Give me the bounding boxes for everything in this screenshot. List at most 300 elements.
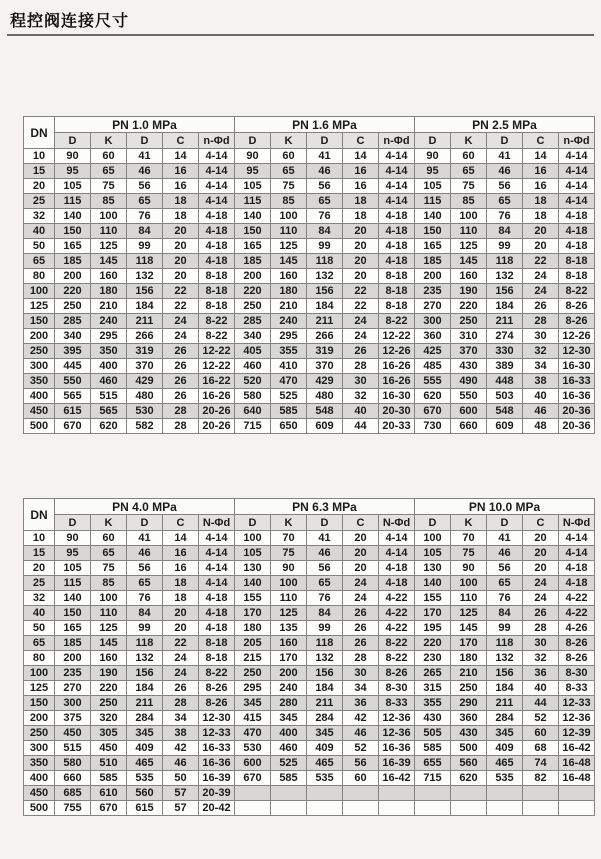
value-cell: 18 bbox=[343, 209, 379, 224]
value-cell: 220 bbox=[235, 284, 271, 299]
value-cell: 145 bbox=[451, 621, 487, 636]
column-header: K bbox=[91, 133, 127, 149]
value-cell: 535 bbox=[127, 771, 163, 786]
value-cell: 211 bbox=[127, 696, 163, 711]
value-cell: 110 bbox=[91, 606, 127, 621]
value-cell: 20 bbox=[523, 239, 559, 254]
value-cell: 503 bbox=[487, 389, 523, 404]
value-cell: 240 bbox=[91, 314, 127, 329]
value-cell: 16-26 bbox=[199, 389, 235, 404]
value-cell: 430 bbox=[415, 711, 451, 726]
value-cell: 40 bbox=[523, 681, 559, 696]
value-cell: 315 bbox=[415, 681, 451, 696]
value-cell: 205 bbox=[235, 636, 271, 651]
value-cell: 490 bbox=[451, 374, 487, 389]
value-cell: 4-22 bbox=[559, 591, 595, 606]
value-cell: 75 bbox=[451, 546, 487, 561]
value-cell: 16-39 bbox=[199, 771, 235, 786]
value-cell: 16 bbox=[163, 179, 199, 194]
value-cell: 100 bbox=[451, 209, 487, 224]
value-cell: 32 bbox=[523, 344, 559, 359]
column-header: n-Φd bbox=[199, 133, 235, 149]
value-cell bbox=[307, 801, 343, 816]
value-cell: 46 bbox=[487, 546, 523, 561]
value-cell: 56 bbox=[487, 179, 523, 194]
value-cell: 41 bbox=[307, 149, 343, 164]
value-cell: 250 bbox=[451, 681, 487, 696]
table-row bbox=[24, 786, 595, 801]
dn-cell: 200 bbox=[24, 329, 55, 344]
value-cell: 400 bbox=[91, 359, 127, 374]
value-cell: 4-18 bbox=[199, 239, 235, 254]
value-cell: 100 bbox=[91, 591, 127, 606]
value-cell bbox=[451, 801, 487, 816]
value-cell: 46 bbox=[343, 726, 379, 741]
value-cell: 24 bbox=[163, 666, 199, 681]
value-cell: 220 bbox=[91, 681, 127, 696]
dn-cell: 50 bbox=[24, 621, 55, 636]
table-row bbox=[24, 389, 595, 404]
table-row bbox=[24, 179, 595, 194]
value-cell: 118 bbox=[307, 254, 343, 269]
sub-header-row bbox=[24, 133, 595, 149]
dn-cell: 50 bbox=[24, 239, 55, 254]
dn-cell: 400 bbox=[24, 771, 55, 786]
value-cell: 22 bbox=[343, 284, 379, 299]
value-cell: 300 bbox=[415, 314, 451, 329]
value-cell: 115 bbox=[55, 576, 91, 591]
pn-section-header: PN 2.5 MPa bbox=[415, 117, 595, 133]
value-cell: 4-14 bbox=[559, 194, 595, 209]
value-cell: 65 bbox=[307, 194, 343, 209]
dn-cell: 150 bbox=[24, 314, 55, 329]
value-cell: 24 bbox=[523, 591, 559, 606]
value-cell: 18 bbox=[523, 209, 559, 224]
value-cell: 425 bbox=[415, 344, 451, 359]
value-cell: 20-26 bbox=[199, 404, 235, 419]
value-cell: 220 bbox=[451, 299, 487, 314]
value-cell: 4-22 bbox=[559, 606, 595, 621]
value-cell: 465 bbox=[307, 756, 343, 771]
dn-cell: 80 bbox=[24, 269, 55, 284]
value-cell: 140 bbox=[55, 209, 91, 224]
value-cell: 65 bbox=[451, 164, 487, 179]
value-cell: 4-14 bbox=[199, 164, 235, 179]
value-cell: 28 bbox=[343, 651, 379, 666]
column-header: K bbox=[271, 133, 307, 149]
value-cell: 76 bbox=[487, 591, 523, 606]
value-cell: 160 bbox=[271, 636, 307, 651]
value-cell: 525 bbox=[271, 756, 307, 771]
table-row bbox=[24, 681, 595, 696]
value-cell: 65 bbox=[487, 194, 523, 209]
dn-cell: 200 bbox=[24, 711, 55, 726]
value-cell: 160 bbox=[91, 651, 127, 666]
value-cell: 156 bbox=[307, 284, 343, 299]
value-cell: 150 bbox=[235, 224, 271, 239]
value-cell: 90 bbox=[235, 149, 271, 164]
value-cell: 16-22 bbox=[199, 374, 235, 389]
value-cell: 450 bbox=[91, 741, 127, 756]
value-cell: 20-39 bbox=[199, 786, 235, 801]
value-cell: 530 bbox=[127, 404, 163, 419]
value-cell: 76 bbox=[307, 591, 343, 606]
value-cell: 41 bbox=[307, 531, 343, 546]
value-cell: 20 bbox=[523, 561, 559, 576]
value-cell: 610 bbox=[91, 786, 127, 801]
value-cell: 105 bbox=[235, 546, 271, 561]
value-cell: 140 bbox=[415, 576, 451, 591]
value-cell: 235 bbox=[55, 666, 91, 681]
value-cell: 145 bbox=[271, 254, 307, 269]
value-cell: 465 bbox=[127, 756, 163, 771]
value-cell: 4-18 bbox=[379, 561, 415, 576]
value-cell: 548 bbox=[487, 404, 523, 419]
table-row bbox=[24, 666, 595, 681]
value-cell: 95 bbox=[415, 164, 451, 179]
value-cell: 20 bbox=[343, 269, 379, 284]
value-cell: 410 bbox=[271, 359, 307, 374]
value-cell: 20 bbox=[343, 561, 379, 576]
value-cell: 240 bbox=[271, 314, 307, 329]
value-cell: 220 bbox=[415, 636, 451, 651]
column-header: K bbox=[91, 515, 127, 531]
value-cell: 20-36 bbox=[559, 404, 595, 419]
value-cell: 4-18 bbox=[559, 239, 595, 254]
value-cell: 274 bbox=[487, 329, 523, 344]
value-cell: 20 bbox=[523, 531, 559, 546]
value-cell: 125 bbox=[451, 606, 487, 621]
dn-cell: 500 bbox=[24, 419, 55, 434]
value-cell: 115 bbox=[415, 194, 451, 209]
value-cell: 12-30 bbox=[559, 344, 595, 359]
value-cell: 100 bbox=[271, 209, 307, 224]
value-cell: 448 bbox=[487, 374, 523, 389]
value-cell: 170 bbox=[271, 651, 307, 666]
value-cell: 20 bbox=[163, 254, 199, 269]
value-cell: 16-48 bbox=[559, 756, 595, 771]
dn-cell: 25 bbox=[24, 194, 55, 209]
value-cell: 285 bbox=[235, 314, 271, 329]
value-cell: 156 bbox=[307, 666, 343, 681]
value-cell: 41 bbox=[127, 149, 163, 164]
value-cell: 655 bbox=[415, 756, 451, 771]
value-cell: 8-18 bbox=[199, 651, 235, 666]
value-cell: 230 bbox=[415, 651, 451, 666]
value-cell: 24 bbox=[523, 284, 559, 299]
value-cell: 470 bbox=[235, 726, 271, 741]
value-cell: 76 bbox=[127, 209, 163, 224]
value-cell: 210 bbox=[91, 299, 127, 314]
value-cell: 470 bbox=[271, 374, 307, 389]
value-cell: 560 bbox=[127, 786, 163, 801]
value-cell: 185 bbox=[415, 254, 451, 269]
value-cell: 8-26 bbox=[379, 666, 415, 681]
value-cell: 99 bbox=[307, 239, 343, 254]
value-cell: 4-14 bbox=[379, 179, 415, 194]
value-cell: 20 bbox=[343, 224, 379, 239]
value-cell: 4-14 bbox=[559, 164, 595, 179]
value-cell: 730 bbox=[415, 419, 451, 434]
value-cell: 18 bbox=[163, 591, 199, 606]
table-row bbox=[24, 329, 595, 344]
value-cell: 85 bbox=[91, 194, 127, 209]
value-cell bbox=[523, 801, 559, 816]
value-cell bbox=[271, 801, 307, 816]
value-cell: 170 bbox=[451, 636, 487, 651]
value-cell: 660 bbox=[55, 771, 91, 786]
value-cell: 135 bbox=[271, 621, 307, 636]
value-cell: 4-14 bbox=[199, 546, 235, 561]
value-cell: 115 bbox=[235, 194, 271, 209]
value-cell: 200 bbox=[55, 269, 91, 284]
value-cell: 555 bbox=[415, 374, 451, 389]
value-cell: 265 bbox=[415, 666, 451, 681]
value-cell: 48 bbox=[523, 419, 559, 434]
value-cell: 355 bbox=[271, 344, 307, 359]
value-cell: 132 bbox=[487, 269, 523, 284]
table-row bbox=[24, 299, 595, 314]
value-cell: 8-18 bbox=[379, 269, 415, 284]
value-cell: 355 bbox=[415, 696, 451, 711]
value-cell bbox=[487, 801, 523, 816]
value-cell: 4-14 bbox=[559, 149, 595, 164]
value-cell: 60 bbox=[451, 149, 487, 164]
value-cell: 582 bbox=[127, 419, 163, 434]
value-cell: 32 bbox=[343, 389, 379, 404]
table-row bbox=[24, 194, 595, 209]
value-cell: 4-22 bbox=[379, 591, 415, 606]
value-cell: 16-42 bbox=[379, 771, 415, 786]
value-cell: 36 bbox=[343, 696, 379, 711]
value-cell: 8-18 bbox=[199, 636, 235, 651]
value-cell: 30 bbox=[523, 636, 559, 651]
value-cell: 16 bbox=[163, 561, 199, 576]
value-cell: 24 bbox=[343, 329, 379, 344]
value-cell: 4-18 bbox=[199, 591, 235, 606]
value-cell: 4-14 bbox=[379, 531, 415, 546]
value-cell bbox=[271, 786, 307, 801]
value-cell: 284 bbox=[487, 711, 523, 726]
value-cell: 370 bbox=[127, 359, 163, 374]
value-cell: 20 bbox=[163, 269, 199, 284]
value-cell: 56 bbox=[307, 561, 343, 576]
dn-cell: 32 bbox=[24, 209, 55, 224]
value-cell: 125 bbox=[451, 239, 487, 254]
value-cell: 100 bbox=[235, 531, 271, 546]
value-cell: 38 bbox=[163, 726, 199, 741]
value-cell: 20 bbox=[523, 224, 559, 239]
value-cell: 4-18 bbox=[199, 606, 235, 621]
value-cell: 535 bbox=[487, 771, 523, 786]
value-cell: 600 bbox=[451, 404, 487, 419]
table-row bbox=[24, 374, 595, 389]
dn-cell: 250 bbox=[24, 726, 55, 741]
dimension-table-2 bbox=[23, 498, 595, 816]
value-cell: 211 bbox=[127, 314, 163, 329]
header-row bbox=[24, 117, 595, 133]
value-cell: 82 bbox=[523, 771, 559, 786]
value-cell: 670 bbox=[235, 771, 271, 786]
value-cell: 75 bbox=[91, 561, 127, 576]
page-title: 程控阀连接尺寸 bbox=[10, 13, 130, 30]
value-cell: 46 bbox=[487, 164, 523, 179]
table-row bbox=[24, 741, 595, 756]
value-cell: 525 bbox=[271, 389, 307, 404]
value-cell: 8-22 bbox=[199, 329, 235, 344]
table-row bbox=[24, 621, 595, 636]
value-cell: 284 bbox=[307, 711, 343, 726]
value-cell: 8-18 bbox=[559, 269, 595, 284]
value-cell: 20 bbox=[343, 531, 379, 546]
value-cell: 56 bbox=[307, 179, 343, 194]
value-cell: 65 bbox=[127, 576, 163, 591]
value-cell: 211 bbox=[487, 314, 523, 329]
value-cell: 295 bbox=[235, 681, 271, 696]
value-cell: 99 bbox=[487, 621, 523, 636]
value-cell: 350 bbox=[91, 344, 127, 359]
value-cell: 118 bbox=[487, 254, 523, 269]
value-cell: 42 bbox=[343, 711, 379, 726]
value-cell: 445 bbox=[55, 359, 91, 374]
dn-cell: 65 bbox=[24, 636, 55, 651]
value-cell: 26 bbox=[523, 606, 559, 621]
value-cell: 409 bbox=[487, 741, 523, 756]
value-cell: 24 bbox=[523, 269, 559, 284]
value-cell: 580 bbox=[55, 756, 91, 771]
value-cell: 85 bbox=[451, 194, 487, 209]
value-cell: 4-14 bbox=[379, 149, 415, 164]
value-cell: 319 bbox=[127, 344, 163, 359]
value-cell: 132 bbox=[127, 651, 163, 666]
value-cell: 20-33 bbox=[379, 419, 415, 434]
value-cell: 22 bbox=[523, 254, 559, 269]
value-cell: 8-26 bbox=[559, 636, 595, 651]
column-header: D bbox=[415, 133, 451, 149]
value-cell: 480 bbox=[127, 389, 163, 404]
value-cell: 520 bbox=[235, 374, 271, 389]
value-cell: 284 bbox=[127, 711, 163, 726]
value-cell: 125 bbox=[91, 239, 127, 254]
value-cell: 115 bbox=[55, 194, 91, 209]
dn-cell: 40 bbox=[24, 224, 55, 239]
value-cell: 195 bbox=[415, 621, 451, 636]
value-cell: 75 bbox=[271, 546, 307, 561]
column-header: D bbox=[127, 515, 163, 531]
value-cell: 715 bbox=[415, 771, 451, 786]
value-cell: 125 bbox=[91, 621, 127, 636]
value-cell: 170 bbox=[415, 606, 451, 621]
value-cell: 100 bbox=[91, 209, 127, 224]
value-cell: 8-30 bbox=[379, 681, 415, 696]
value-cell bbox=[343, 786, 379, 801]
value-cell: 26 bbox=[163, 681, 199, 696]
dn-cell: 65 bbox=[24, 254, 55, 269]
value-cell: 12-33 bbox=[559, 696, 595, 711]
value-cell: 22 bbox=[163, 299, 199, 314]
value-cell: 548 bbox=[307, 404, 343, 419]
value-cell: 22 bbox=[163, 284, 199, 299]
value-cell: 20 bbox=[523, 546, 559, 561]
value-cell: 95 bbox=[55, 546, 91, 561]
value-cell: 200 bbox=[235, 269, 271, 284]
pn-section-header: PN 1.6 MPa bbox=[235, 117, 415, 133]
table-row bbox=[24, 771, 595, 786]
value-cell: 95 bbox=[235, 164, 271, 179]
value-cell: 84 bbox=[307, 224, 343, 239]
value-cell: 180 bbox=[451, 651, 487, 666]
value-cell: 140 bbox=[55, 591, 91, 606]
value-cell: 8-18 bbox=[199, 284, 235, 299]
value-cell: 132 bbox=[487, 651, 523, 666]
value-cell: 8-26 bbox=[199, 696, 235, 711]
value-cell bbox=[415, 786, 451, 801]
dn-cell: 350 bbox=[24, 756, 55, 771]
value-cell: 670 bbox=[415, 404, 451, 419]
value-cell: 295 bbox=[91, 329, 127, 344]
value-cell: 429 bbox=[307, 374, 343, 389]
dn-cell: 100 bbox=[24, 284, 55, 299]
value-cell: 16-30 bbox=[559, 359, 595, 374]
value-cell: 41 bbox=[487, 149, 523, 164]
value-cell: 16 bbox=[523, 179, 559, 194]
column-header: D bbox=[55, 133, 91, 149]
value-cell: 90 bbox=[271, 561, 307, 576]
value-cell: 40 bbox=[343, 404, 379, 419]
value-cell: 305 bbox=[91, 726, 127, 741]
value-cell: 345 bbox=[127, 726, 163, 741]
value-cell: 90 bbox=[55, 531, 91, 546]
value-cell: 12-26 bbox=[379, 344, 415, 359]
value-cell: 409 bbox=[127, 741, 163, 756]
value-cell: 250 bbox=[55, 299, 91, 314]
value-cell: 530 bbox=[235, 741, 271, 756]
value-cell: 585 bbox=[91, 771, 127, 786]
pn-section-header: PN 1.0 MPa bbox=[55, 117, 235, 133]
value-cell: 46 bbox=[523, 404, 559, 419]
value-cell: 565 bbox=[55, 389, 91, 404]
value-cell: 75 bbox=[451, 179, 487, 194]
value-cell: 125 bbox=[271, 606, 307, 621]
value-cell: 510 bbox=[91, 756, 127, 771]
value-cell: 8-22 bbox=[199, 666, 235, 681]
value-cell: 46 bbox=[163, 756, 199, 771]
value-cell: 615 bbox=[55, 404, 91, 419]
value-cell: 90 bbox=[55, 149, 91, 164]
dn-cell: 125 bbox=[24, 681, 55, 696]
value-cell: 65 bbox=[91, 546, 127, 561]
value-cell: 70 bbox=[451, 531, 487, 546]
value-cell: 250 bbox=[235, 299, 271, 314]
value-cell: 65 bbox=[127, 194, 163, 209]
value-cell: 184 bbox=[307, 299, 343, 314]
value-cell: 200 bbox=[415, 269, 451, 284]
value-cell: 12-26 bbox=[559, 329, 595, 344]
table-row bbox=[24, 224, 595, 239]
value-cell: 75 bbox=[91, 179, 127, 194]
value-cell: 345 bbox=[487, 726, 523, 741]
value-cell: 76 bbox=[307, 209, 343, 224]
value-cell: 8-22 bbox=[379, 314, 415, 329]
table-row bbox=[24, 801, 595, 816]
value-cell: 155 bbox=[415, 591, 451, 606]
value-cell: 118 bbox=[487, 636, 523, 651]
value-cell: 8-18 bbox=[199, 299, 235, 314]
table-row bbox=[24, 419, 595, 434]
value-cell: 330 bbox=[487, 344, 523, 359]
value-cell: 130 bbox=[235, 561, 271, 576]
value-cell: 57 bbox=[163, 786, 199, 801]
